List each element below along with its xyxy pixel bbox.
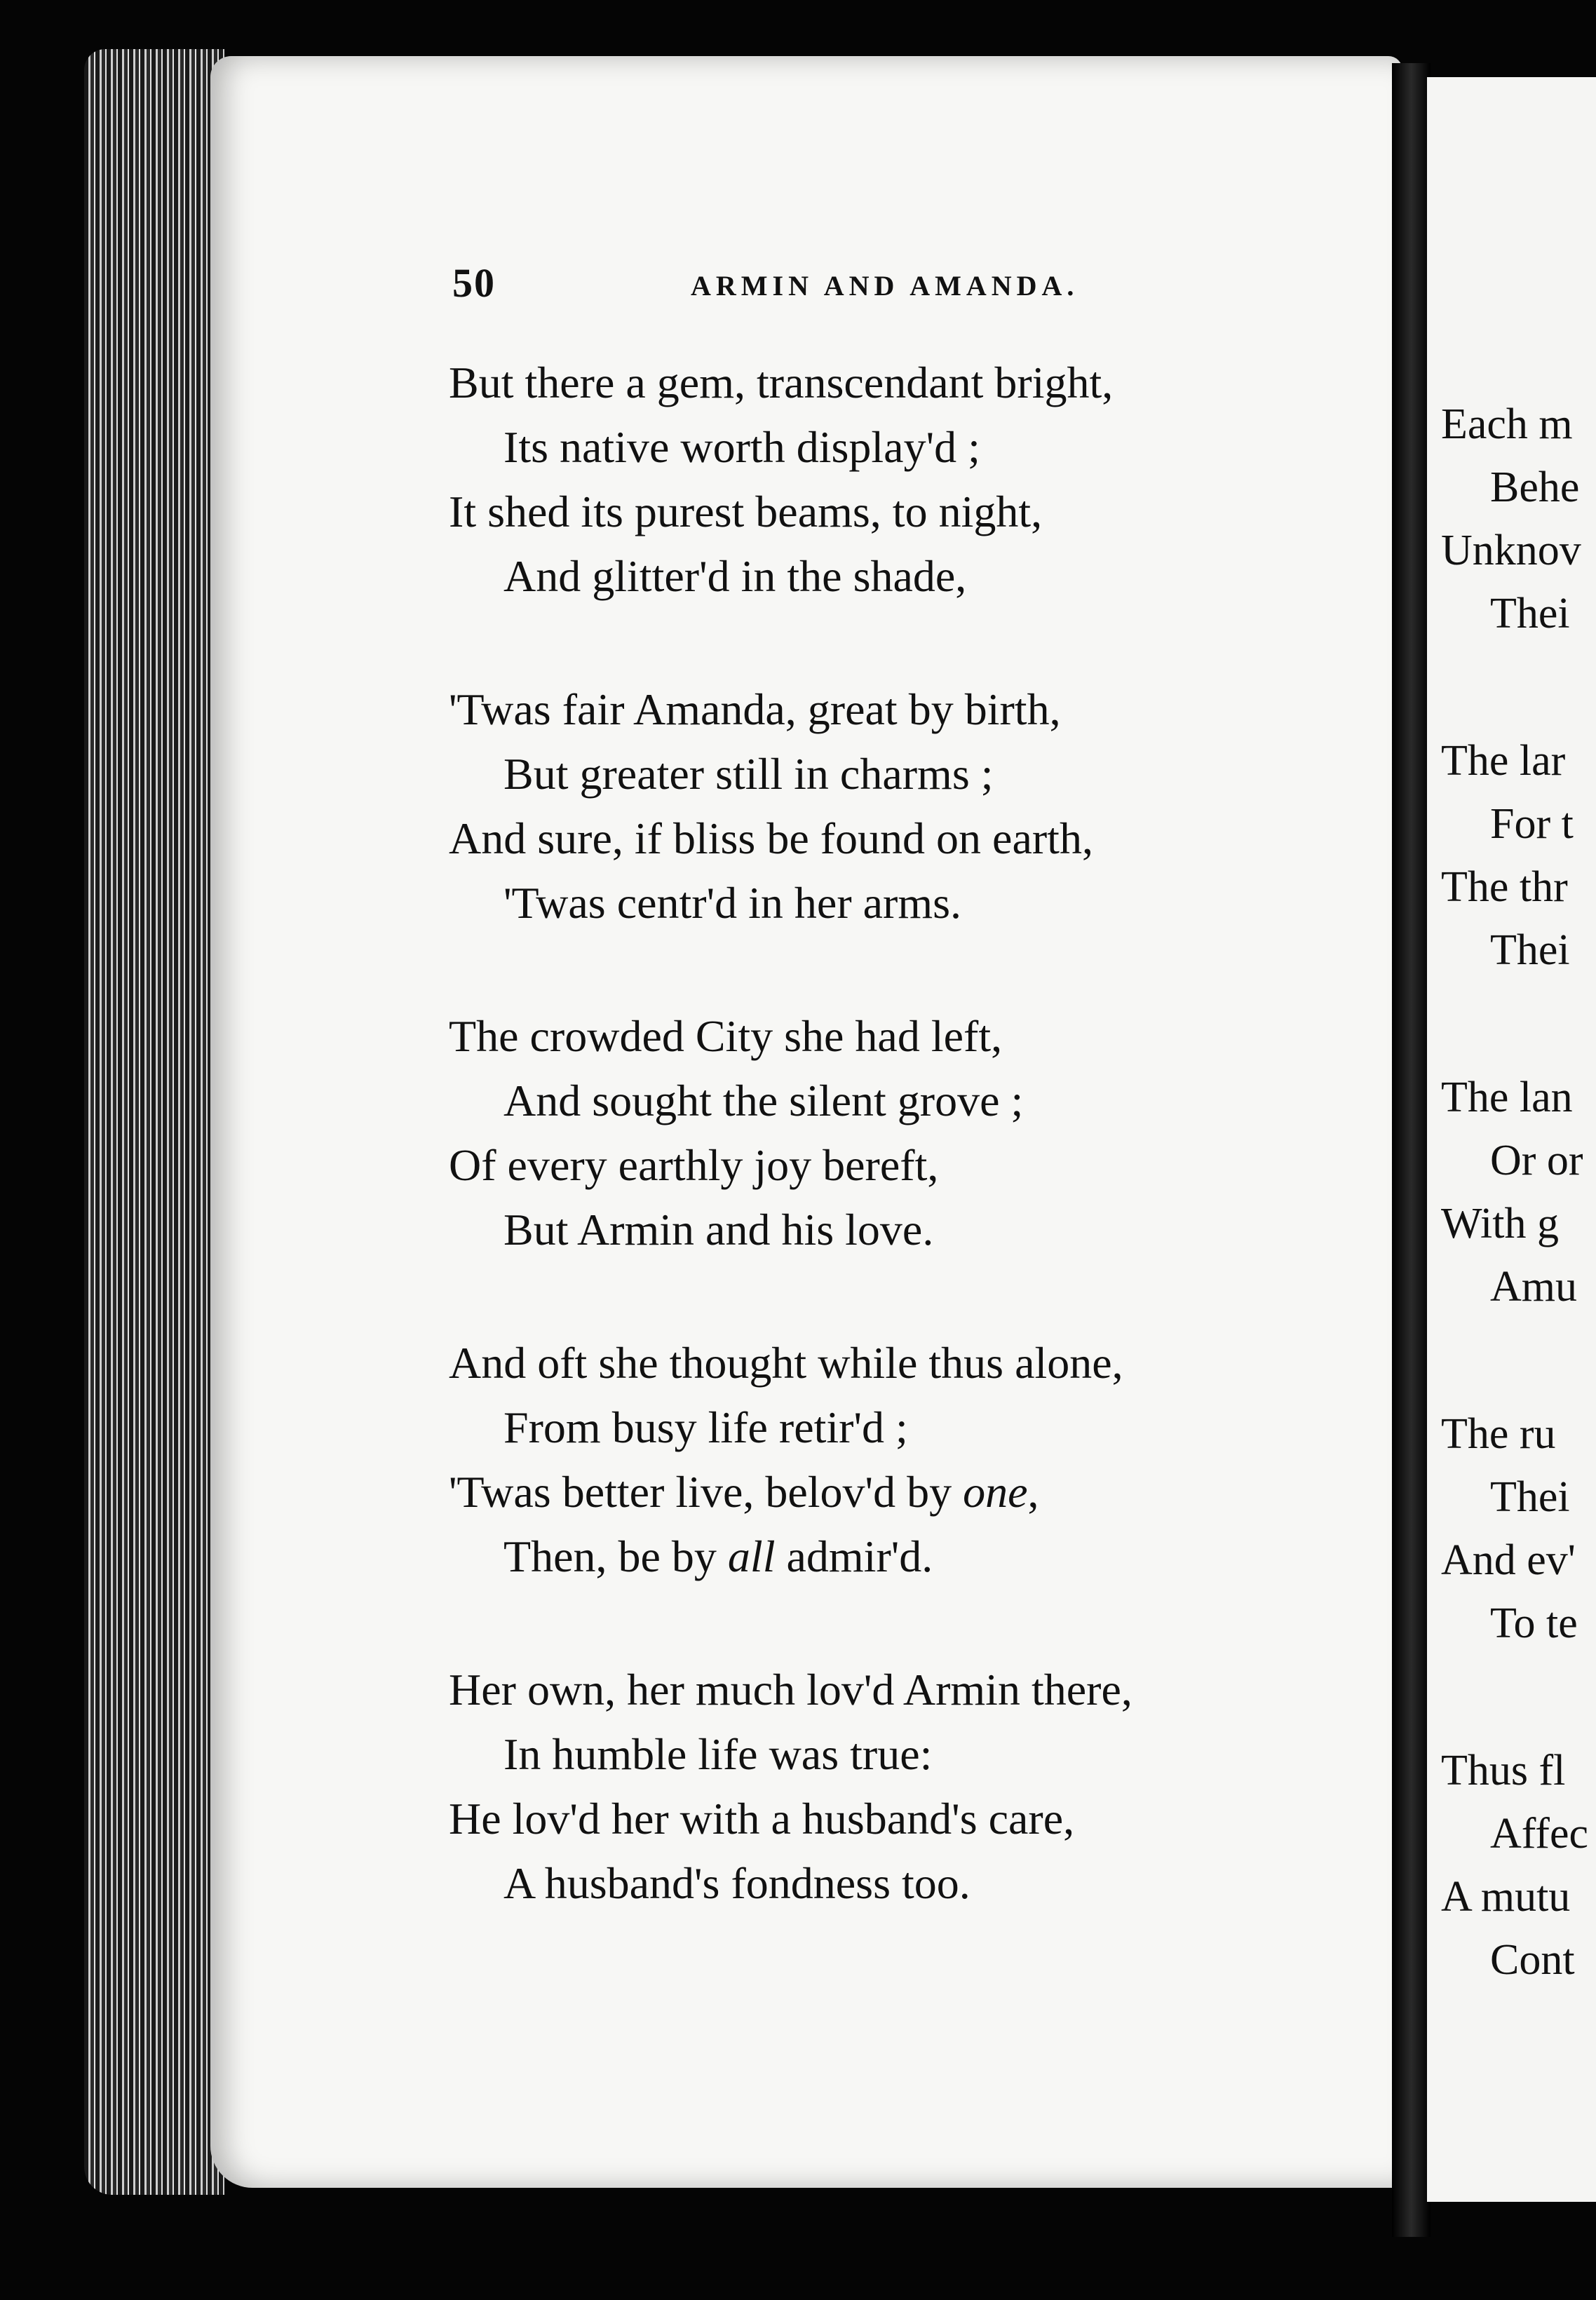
italic-word: all — [727, 1531, 776, 1581]
poem-line: From busy life retir'd ; — [503, 1402, 908, 1452]
poem-line: And sought the silent grove ; — [503, 1076, 1024, 1125]
facing-line: And ev' — [1441, 1536, 1576, 1584]
line-text: Then, be by — [503, 1531, 728, 1581]
poem-line: Her own, her much lov'd Armin there, — [449, 1665, 1132, 1714]
line-text: 'Twas better live, belov'd by — [449, 1467, 963, 1517]
facing-line: Each m — [1441, 400, 1573, 448]
poem-line: And oft she thought while thus alone, — [449, 1338, 1123, 1388]
facing-line: Thei — [1490, 926, 1570, 974]
facing-line: The thr — [1441, 863, 1568, 911]
poem-line: In humble life was true: — [503, 1729, 933, 1779]
facing-stanza — [1441, 393, 1596, 645]
poem-line: Of every earthly joy bereft, — [449, 1140, 939, 1190]
facing-line: Thei — [1490, 1473, 1570, 1521]
poem-line: He lov'd her with a husband's care, — [449, 1794, 1075, 1844]
book-page-edges — [84, 49, 224, 2195]
running-title: ARMIN AND AMANDA. — [691, 270, 1079, 302]
book-gutter — [1392, 63, 1431, 2237]
poem-line: But Armin and his love. — [503, 1205, 934, 1254]
facing-line: To te — [1490, 1599, 1578, 1647]
poem-line: 'Twas fair Amanda, great by birth, — [449, 684, 1061, 734]
facing-line: Amu — [1490, 1263, 1577, 1311]
facing-stanza — [1441, 729, 1596, 982]
poem-line: And sure, if bliss be found on earth, — [449, 813, 1093, 863]
facing-line: Affec — [1490, 1810, 1588, 1858]
facing-line: Cont — [1490, 1936, 1575, 1984]
facing-line: The lan — [1441, 1074, 1573, 1121]
facing-line: With g — [1441, 1200, 1559, 1247]
stanza — [449, 677, 1360, 935]
stanza — [449, 1658, 1360, 1916]
page-number: 50 — [452, 260, 496, 306]
poem-line: And glitter'd in the shade, — [503, 551, 967, 601]
poem-line: But there a gem, transcendant bright, — [449, 358, 1114, 407]
facing-stanza — [1441, 1739, 1596, 1991]
facing-stanza — [1441, 1402, 1596, 1655]
facing-line: A mutu — [1441, 1873, 1571, 1921]
italic-word: one — [963, 1467, 1028, 1517]
line-text: admir'd. — [775, 1531, 933, 1581]
poem-text — [449, 351, 1360, 1984]
page-header — [452, 259, 1259, 323]
poem-line: The crowded City she had left, — [449, 1011, 1003, 1061]
poem-line: It shed its purest beams, to night, — [449, 487, 1043, 536]
poem-line: But greater still in charms ; — [503, 749, 994, 799]
stanza — [449, 1331, 1360, 1589]
facing-line: Or or — [1490, 1137, 1583, 1184]
stanza — [449, 351, 1360, 609]
facing-line: For t — [1490, 800, 1574, 848]
facing-line: Unknov — [1441, 527, 1581, 574]
facing-stanza — [1441, 1066, 1596, 1318]
facing-line: Behe — [1490, 464, 1580, 511]
poem-line — [449, 1524, 1360, 1589]
poem-line: 'Twas centr'd in her arms. — [503, 878, 962, 928]
line-text: , — [1027, 1467, 1039, 1517]
poem-line: A husband's fondness too. — [503, 1858, 971, 1908]
poem-line — [449, 1460, 1360, 1524]
facing-line: Thei — [1490, 590, 1570, 637]
facing-line: The ru — [1441, 1410, 1556, 1458]
stanza — [449, 1004, 1360, 1262]
poem-line: Its native worth display'd ; — [503, 422, 980, 472]
facing-line: Thus fl — [1441, 1747, 1566, 1794]
facing-line: The lar — [1441, 737, 1566, 785]
facing-page-text — [1441, 393, 1596, 2076]
